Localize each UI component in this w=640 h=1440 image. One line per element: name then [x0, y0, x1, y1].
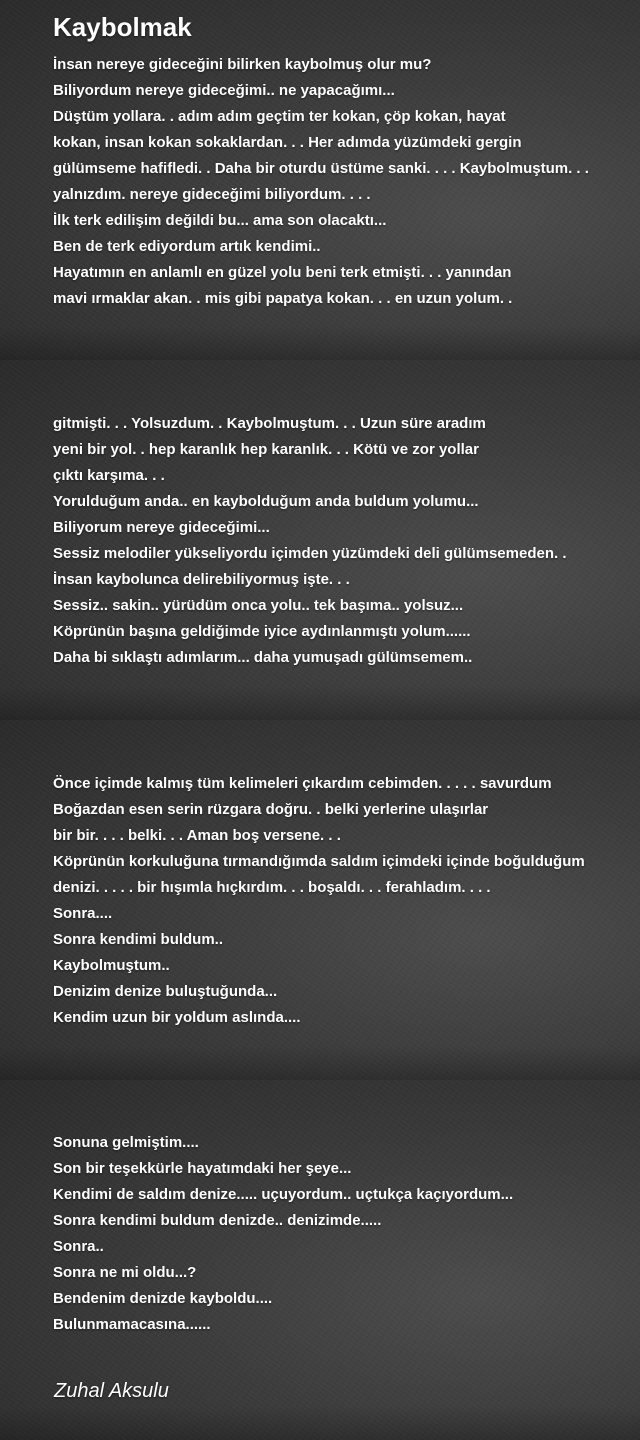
poem-title: Kaybolmak [53, 12, 192, 42]
poem-line: mavi ırmaklar akan. . mis gibi papatya kokan. . . en uzun yolum. . [53, 290, 513, 307]
poem-line: Sessiz.. sakin.. yürüdüm onca yolu.. tek başıma.. yolsuz... [53, 597, 464, 614]
poem-line: bir bir. . . . belki. . . Aman boş versene. . . [53, 827, 341, 844]
poem-line: Düştüm yollara. . adım adım geçtim ter kokan, çöp kokan, hayat [53, 108, 506, 125]
poem-line: Hayatımın en anlamlı en güzel yolu beni terk etmişti. . . yanından [53, 264, 512, 281]
stanza-2 [53, 411, 567, 671]
poem-line: Kaybolmuştum.. [53, 957, 170, 974]
poem-line: İnsan nereye gideceğini bilirken kaybolmuş olur mu? [53, 56, 432, 73]
poem-line: Köprünün korkuluğuna tırmandığımda saldım içimdeki içinde boğulduğum [53, 853, 585, 870]
poem-line: Sessiz melodiler yükseliyordu içimden yüzümdeki deli gülümsemeden. . [53, 545, 567, 562]
poem-line: Sonra.... [53, 905, 113, 922]
stanza-4 [53, 1130, 513, 1338]
poem-line: kokan, insan kokan sokaklardan. . . Her adımda yüzümdeki gergin [53, 134, 522, 151]
poem-line: Son bir teşekkürle hayatımdaki her şeye... [53, 1160, 352, 1177]
poem-line: İlk terk edilişim değildi bu... ama son olacaktı... [53, 212, 387, 229]
poem-line: denizi. . . . . bir hışımla hıçkırdım. . . boşaldı. . . ferahladım. . . . [53, 879, 491, 896]
poem-line: Bulunmamacasına...... [53, 1316, 211, 1333]
poem-line: Yorulduğum anda.. en kaybolduğum anda buldum yolumu... [53, 493, 479, 510]
poem-line: Kendim uzun bir yoldum aslında.... [53, 1009, 301, 1026]
poem-line: Köprünün başına geldiğimde iyice aydınlanmıştı yolum...... [53, 623, 471, 640]
poem-line: Boğazdan esen serin rüzgara doğru. . belki yerlerine ulaşırlar [53, 801, 489, 818]
poem-line: yeni bir yol. . hep karanlık hep karanlık. . . Kötü ve zor yollar [53, 441, 479, 458]
poem-line: Kendimi de saldım denize..... uçuyordum.. uçtukça kaçıyordum... [53, 1186, 514, 1203]
poem-author: Zuhal Aksulu [54, 1380, 169, 1402]
poem-line: Sonra kendimi buldum.. [53, 931, 224, 948]
poem-line: Sonra.. [53, 1238, 104, 1255]
poem-line: Daha bi sıklaştı adımlarım... daha yumuşadı gülümsemem.. [53, 649, 473, 666]
poem-line: gülümseme hafifledi. . Daha bir oturdu üstüme sanki. . . . Kaybolmuştum. . . [53, 160, 589, 177]
poem-line: Sonra kendimi buldum denizde.. denizimde..... [53, 1212, 382, 1229]
poem-line: gitmişti. . . Yolsuzdum. . Kaybolmuştum. . . Uzun süre aradım [53, 415, 486, 432]
poem-line: İnsan kaybolunca delirebiliyormuş işte. . . [53, 571, 350, 588]
poem-line: Sonra ne mi oldu...? [53, 1264, 197, 1281]
poem-line: Denizim denize buluştuğunda... [53, 983, 278, 1000]
poem-line: yalnızdım. nereye gideceğimi biliyordum. . . . [53, 186, 371, 203]
poem-line: Sonuna gelmiştim.... [53, 1134, 199, 1151]
stanza-1 [53, 52, 589, 312]
poem-line: Biliyorum nereye gideceğimi... [53, 519, 270, 536]
poem-line: çıktı karşıma. . . [53, 467, 165, 484]
stanza-3 [53, 771, 585, 1031]
poem-line: Bendenim denizde kayboldu.... [53, 1290, 273, 1307]
poem-line: Ben de terk ediyordum artık kendimi.. [53, 238, 321, 255]
poem-line: Biliyordum nereye gideceğimi.. ne yapacağımı... [53, 82, 395, 99]
poem-line: Önce içimde kalmış tüm kelimeleri çıkardım cebimden. . . . . savurdum [53, 775, 552, 792]
